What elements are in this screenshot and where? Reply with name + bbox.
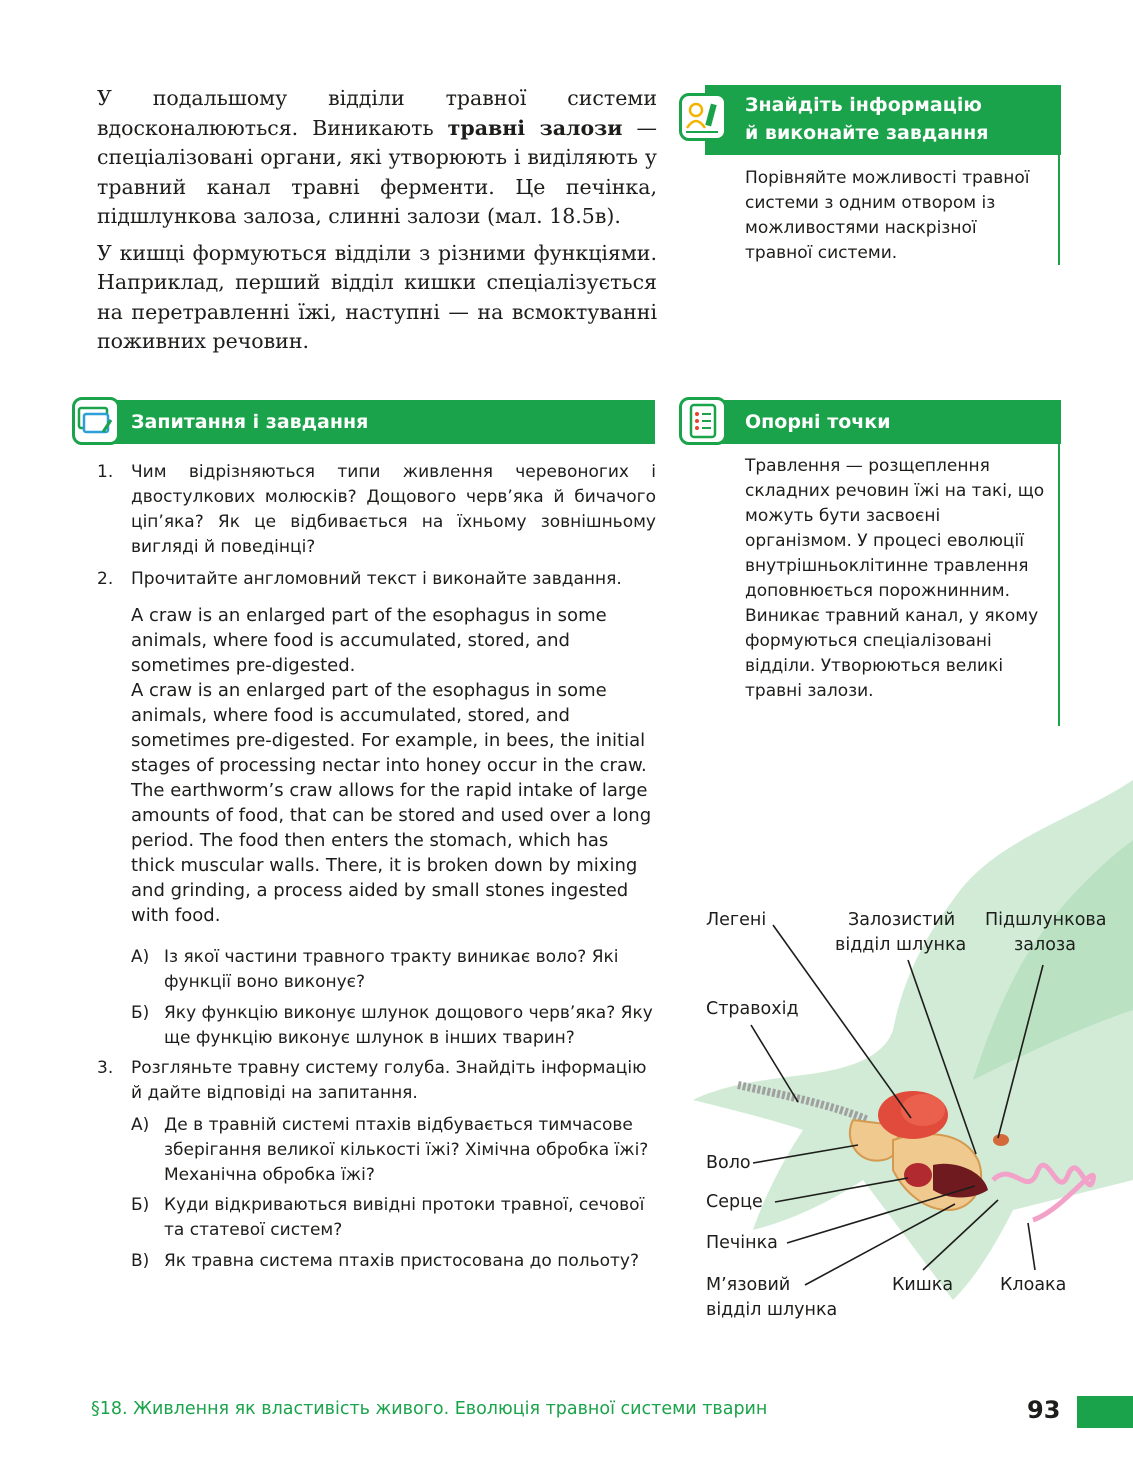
label-glandular-stomach-2: відділ шлунка: [835, 935, 967, 955]
q1-number: 1.: [97, 462, 114, 482]
label-pancreas-2: залоза: [1014, 935, 1076, 955]
key-points-text: Травлення — розщеплення складних речовин їжі на такі, що можуть бути засвоєні організмом. У процесі еволюції внутрішньоклітинне травлення доповнюється порожнинним. Виникає травний канал, у якому формуються спеціалізовані відділи. Утворюються великі травні залози.: [745, 456, 1045, 701]
page-number: 93: [1027, 1396, 1061, 1424]
q3-number: 3.: [97, 1058, 114, 1078]
label-heart: Серце: [706, 1192, 763, 1212]
label-esophagus: Стравохід: [706, 999, 799, 1019]
pancreas-organ: [993, 1134, 1009, 1146]
q3-text: Розгляньте травну систему голуба. Знайдіть інформацію й дайте відповіді на запитання.: [131, 1058, 647, 1103]
q2-number: 2.: [97, 569, 114, 589]
q3b-letter: Б): [131, 1195, 150, 1215]
q2b-text: Яку функцію виконує шлунок дощового черв’яка? Яку ще функцію виконує шлунок в інших тварин?: [164, 1003, 653, 1048]
heart-organ: [904, 1163, 932, 1187]
label-cloaca: Клоака: [1000, 1275, 1067, 1295]
label-pancreas-1: Підшлункова: [985, 910, 1107, 930]
key-points-title: Опорні точки: [745, 411, 891, 433]
key-points-icon: [679, 397, 727, 445]
footer-section-title: §18. Живлення як властивість живого. Еволюція травної системи тварин: [91, 1399, 768, 1419]
find-info-title-line1: Знайдіть інформацію: [745, 94, 982, 116]
q2-english-text-2: A craw is an enlarged part of the esophagus in some animals, where food is accumulated, stored, and sometimes pre-digested. For example, in bees, the initial stages of processing nectar into honey occur in the craw. The earthworm’s craw allows for the rapid intake of large amounts of food, that can be stored and used over a long period. The food then enters the stomach, which has thick muscular walls. There, it is broken down by mixing and grinding, a process aided by small stones ingested with food.: [131, 680, 652, 926]
find-info-title-line2: й виконайте завдання: [745, 122, 989, 144]
q3a-letter: А): [131, 1115, 150, 1135]
intro-text: [97, 84, 657, 364]
q3a-text: Де в травній системі птахів відбувається тимчасове зберігання великої кількості їжі? Хімічна обробка їжі? Механічна обробка їжі?: [164, 1115, 649, 1185]
pigeon-silhouette: [693, 780, 1133, 1300]
label-muscular-stomach-2: відділ шлунка: [706, 1300, 838, 1320]
find-info-border: [1058, 155, 1060, 265]
find-info-text: Порівняйте можливості травної системи з одним отвором із можливостями наскрізної травної системи.: [745, 168, 1030, 263]
label-liver: Печінка: [706, 1233, 778, 1253]
questions-icon: [72, 397, 120, 445]
questions-title: Запитання і завдання: [131, 411, 369, 433]
q2-english-text-1: A craw is an enlarged part of the esophagus in some animals, where food is accumulated, stored, and sometimes pre-digested.: [131, 605, 607, 676]
q2a-text: Із якої частини травного тракту виникає воло? Які функції воно виконує?: [164, 947, 619, 992]
key-points-border: [1058, 444, 1060, 726]
intro-paragraph-1: У подальшому відділи травної системи вдосконалюються. Виникають травні залози — спеціалізовані органи, які утворюють і виділяють у травний канал травні ферменти. Це печінка, підшлункова залоза, слинні залози (мал. 18.5в).: [97, 86, 657, 228]
label-crop: Воло: [706, 1153, 751, 1173]
q3c-letter: В): [131, 1251, 150, 1271]
q2b-letter: Б): [131, 1003, 150, 1023]
lungs-organ: [878, 1091, 948, 1139]
page-number-bar: [1077, 1396, 1133, 1428]
find-info-header: [705, 85, 1061, 155]
find-info-icon: [679, 93, 727, 141]
q2-text: Прочитайте англомовний текст і виконайте завдання.: [131, 569, 622, 589]
questions-header: [96, 400, 655, 444]
label-muscular-stomach-1: М’язовий: [706, 1275, 791, 1295]
label-glandular-stomach-1: Залозистий: [848, 910, 956, 930]
q3c-text: Як травна система птахів пристосована до польоту?: [164, 1251, 640, 1271]
q1-text: Чим відрізняються типи живлення черевоногих і двостулкових молюсків? Дощового черв’яка й бичачого ціп’яка? Як це відбивається на їхньому зовнішньому вигляді й поведінці?: [131, 462, 656, 557]
q2a-letter: А): [131, 947, 150, 967]
label-lungs: Легені: [706, 910, 767, 930]
q3b-text: Куди відкриваються вивідні протоки травної, сечової та статевої систем?: [164, 1195, 645, 1240]
intro-paragraph-2: У кишці формуються відділи з різними функціями. Наприклад, перший відділ кишки спеціалізується на перетравленні їжі, наступні — на всмоктуванні поживних речовин.: [97, 240, 657, 353]
label-intestine: Кишка: [892, 1275, 954, 1295]
key-points-header: [705, 400, 1061, 444]
